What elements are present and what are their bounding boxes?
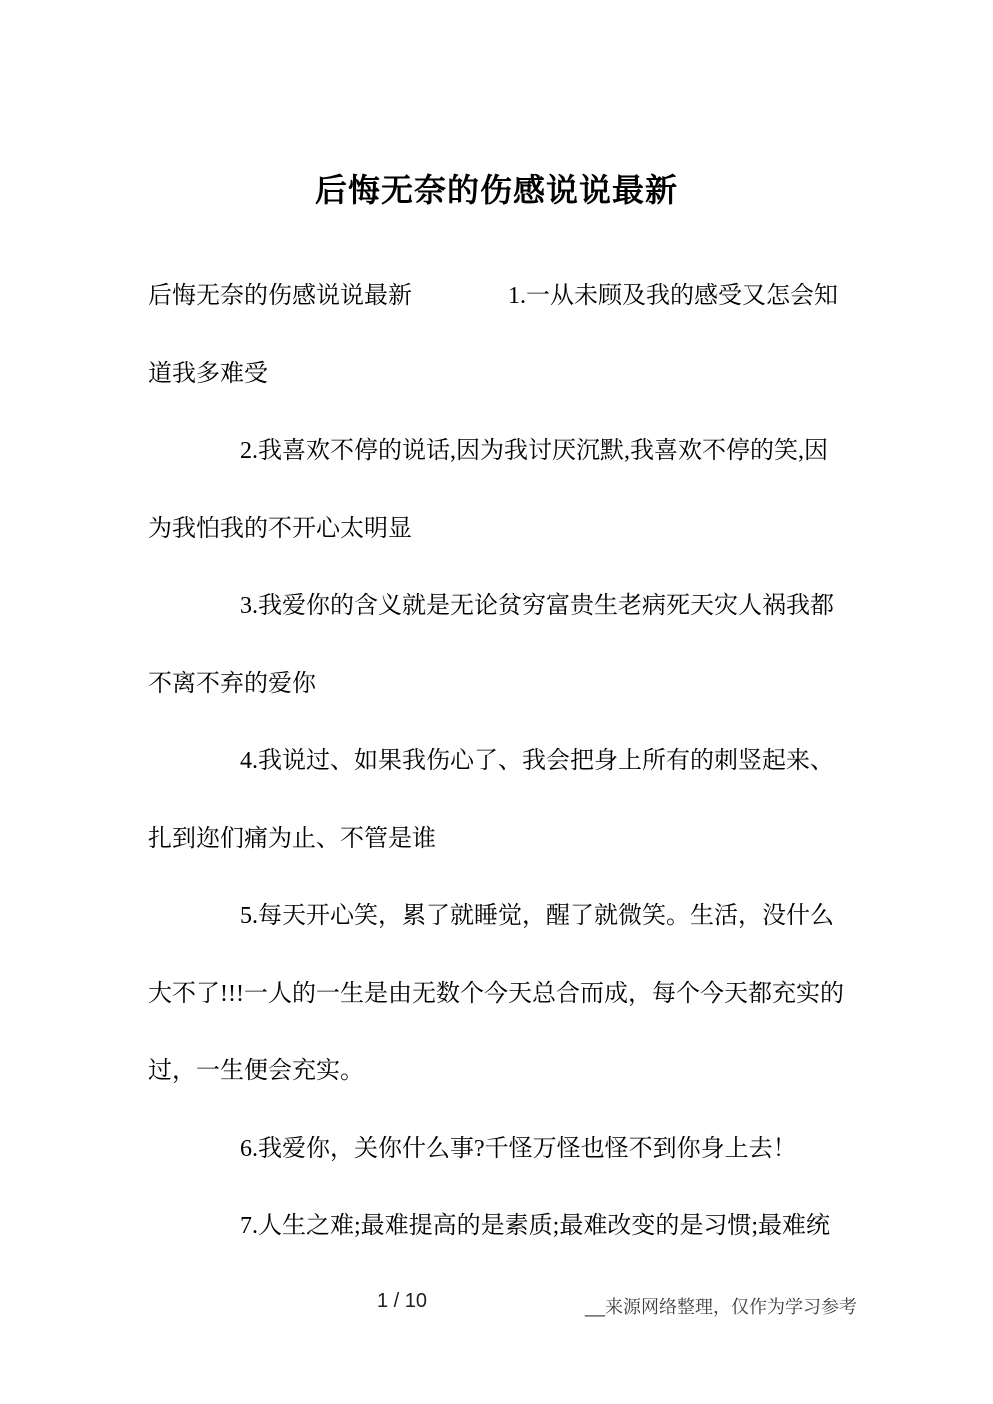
document-body bbox=[148, 258, 863, 1266]
paragraph-line: 不离不弃的爱你 bbox=[148, 670, 316, 697]
paragraph-line: 后悔无奈的伤感说说最新 1.一从未顾及我的感受又怎会知 bbox=[148, 283, 838, 309]
paragraph-line: 大不了!!!一人的一生是由无数个今天总合而成，每个今天都充实的 bbox=[148, 980, 844, 1007]
paragraph-line: 2.我喜欢不停的说话,因为我讨厌沉默,我喜欢不停的笑,因 bbox=[240, 438, 828, 464]
paragraph-line: 3.我爱你的含义就是无论贫穷富贵生老病死天灾人祸我都 bbox=[240, 593, 834, 619]
footer-note: __来源网络整理，仅作为学习参考 bbox=[584, 1297, 857, 1317]
paragraph-line: 道我多难受 bbox=[148, 360, 268, 387]
paragraph-line: 6.我爱你，关你什么事?千怪万怪也怪不到你身上去！ bbox=[240, 1135, 797, 1162]
document-title: 后悔无奈的伤感说说最新 bbox=[314, 172, 678, 208]
paragraph-line: 4.我说过、如果我伤心了、我会把身上所有的刺竖起来、 bbox=[240, 748, 834, 774]
paragraph-line: 过，一生便会充实。 bbox=[148, 1058, 364, 1084]
paragraph-line: 5.每天开心笑，累了就睡觉，醒了就微笑。生活，没什么 bbox=[240, 903, 834, 929]
paragraph-line: 7.人生之难;最难提高的是素质;最难改变的是习惯;最难统 bbox=[240, 1213, 831, 1239]
page-number: 1 / 10 bbox=[376, 1290, 428, 1312]
paragraph-line: 扎到迩们痛为止、不管是谁 bbox=[148, 825, 436, 852]
paragraph-line: 为我怕我的不开心太明显 bbox=[148, 515, 412, 542]
